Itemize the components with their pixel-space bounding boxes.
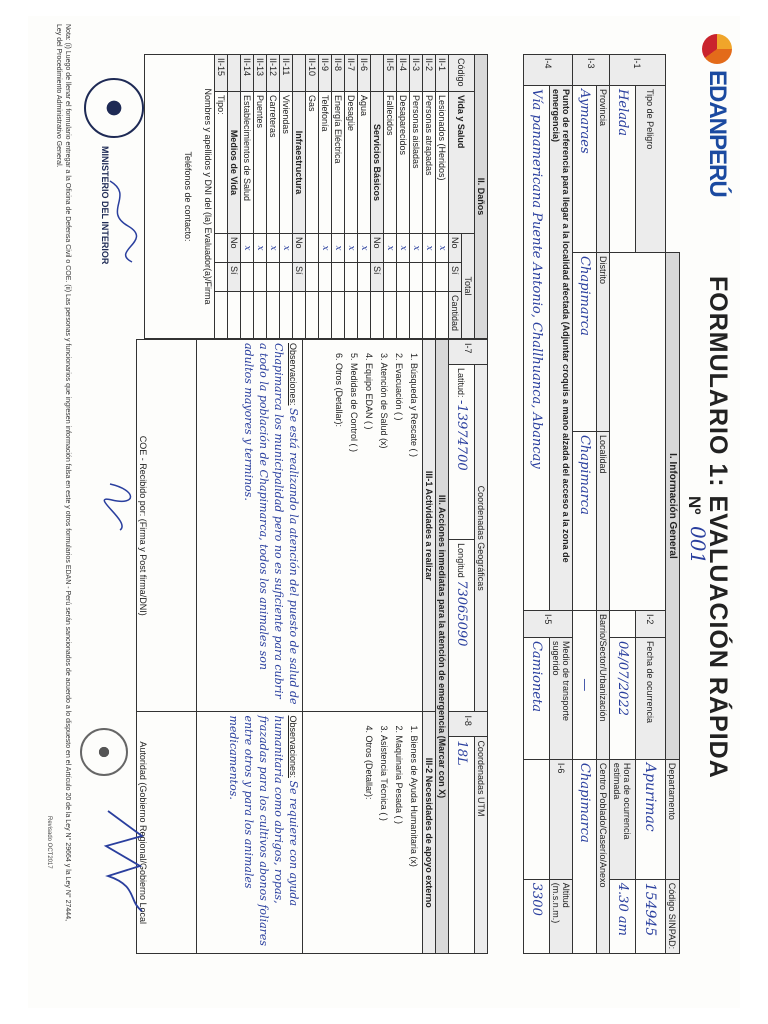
- action-item[interactable]: 1. Búsqueda y Rescate ( ): [409, 353, 419, 458]
- damage-no-mark: x: [423, 234, 436, 263]
- tipo-peligro-value: Helada: [610, 86, 636, 253]
- altitud-label: Altitud (m.s.n.m.): [550, 879, 573, 953]
- damage-row: [410, 55, 423, 339]
- damage-si-cell: [332, 263, 345, 292]
- distrito-label: Distrito: [597, 253, 610, 432]
- coordenadas-code: I-7: [449, 340, 488, 365]
- si-header-2: Sí: [371, 263, 384, 292]
- acciones-title: III. Acciones inmediatas para la atención de emergencia (Marcar con X): [436, 340, 449, 954]
- sinpad-label: Código SINPAD:: [666, 879, 680, 953]
- damage-si-cell: [345, 263, 358, 292]
- localidad-value: Chapimarca: [573, 431, 597, 610]
- damage-no-mark: x: [254, 234, 267, 263]
- damage-row: [267, 55, 280, 339]
- no-header-2: No: [371, 234, 384, 263]
- damage-label: Puentes: [254, 92, 267, 234]
- action-item[interactable]: 2. Maquinaria Pesada ( ): [394, 725, 404, 824]
- damage-cantidad-cell: [215, 292, 228, 339]
- fecha-code: I-2: [636, 610, 666, 637]
- no-header: No: [449, 234, 462, 263]
- actividades-list: [303, 340, 423, 712]
- damage-cantidad-cell: [345, 292, 358, 339]
- action-item[interactable]: 2. Evacuación ( ): [394, 353, 404, 421]
- damage-row: [306, 55, 319, 339]
- ministerio-stamp-text: MINISTERIO DEL INTERIOR: [100, 146, 110, 265]
- damage-row: [241, 55, 254, 339]
- damage-cantidad-cell: [254, 292, 267, 339]
- action-item[interactable]: 4. Equipo EDAN ( ): [364, 353, 374, 430]
- infra-title: Infraestructura: [293, 92, 306, 234]
- provincia-value: Aymaraes: [573, 86, 597, 253]
- punto-ref-value: Vía panamericana Puente Antonio, Challhuanca, Abancay: [524, 86, 550, 611]
- damage-label: Lesionados (Heridos): [436, 92, 449, 234]
- damage-cantidad-cell: [384, 292, 397, 339]
- form-number-value: 001: [686, 526, 710, 565]
- cantidad-header: Cantidad: [449, 292, 462, 339]
- damage-no-mark: [215, 234, 228, 263]
- ministerio-seal: [84, 78, 144, 138]
- damage-label: Gas: [306, 92, 319, 234]
- no-header-3: No: [293, 234, 306, 263]
- vida-header: Vida y Salud: [449, 92, 475, 234]
- utm-code: I-8: [449, 712, 488, 737]
- damage-row: [384, 55, 397, 339]
- damage-code: II-14: [241, 55, 254, 92]
- damage-label: Desaparecidos: [397, 92, 410, 234]
- damage-label: Personas aisladas: [410, 92, 423, 234]
- fecha-value: 04/07/2022: [610, 637, 636, 759]
- damage-no-mark: x: [241, 234, 254, 263]
- tipo-peligro-code: I-1: [610, 55, 666, 86]
- damage-row: [358, 55, 371, 339]
- transporte-code: I-5: [524, 610, 573, 637]
- damage-row: [397, 55, 410, 339]
- action-item[interactable]: 3. Atención de Salud (x): [379, 353, 389, 449]
- damage-cantidad-cell: [241, 292, 254, 339]
- transporte-value: Camioneta: [524, 637, 550, 759]
- necesidades-list: [303, 712, 423, 954]
- damage-cantidad-cell: [410, 292, 423, 339]
- damage-code: II-3: [410, 55, 423, 92]
- damage-si-cell: [384, 263, 397, 292]
- damage-code: II-5: [384, 55, 397, 92]
- coe-signature: [102, 476, 142, 536]
- damage-no-mark: x: [436, 234, 449, 263]
- observaciones-1: Se está realizando la atención del puesto de salud de Chapimarca los municipalidad pero no es suficiente para cubrir a todo la población de Chapimarca, todos los animales son adultos mayores y terminos.: [242, 343, 300, 705]
- damage-label: Personas atrapadas: [423, 92, 436, 234]
- servicios-title: Servicios Básicos: [371, 92, 384, 234]
- damage-code: II-8: [332, 55, 345, 92]
- observaciones-2: Se requiere con ayuda humanitaria como abrigos, ropas, frazadas para los cultivos abonos foliares entre otros y para los animales medicamentos.: [227, 715, 300, 947]
- no-header-4: No: [228, 234, 241, 263]
- departamento-value: Apurimac: [636, 759, 666, 879]
- damage-cantidad-cell: [436, 292, 449, 339]
- autoridad-seal: [80, 728, 128, 776]
- damage-si-cell: [358, 263, 371, 292]
- damage-row: [254, 55, 267, 339]
- centro-poblado-value: Chapimarca: [573, 759, 597, 953]
- utm-label: Coordenadas UTM: [475, 737, 488, 954]
- longitud-value: 73065090: [454, 580, 469, 647]
- damage-no-mark: [306, 234, 319, 263]
- obs-label-1: Observaciones:: [288, 343, 298, 406]
- damage-row: [280, 55, 293, 339]
- form-note: Nota: (i) Luego de llenar el formulario entregar a la Oficina de Defensa Civil o COE. (ii) Las personas y funcionarios que ingresen información falsa en este y otros formularios EDAN - Perú serán sancionados de acuerdo a lo dispuesto en el Artículo 20 de la Ley N° 29664 y la Ley N° 27444, Ley del Procedimiento Administrativo General.: [55, 24, 71, 922]
- damage-label: Tipo:: [215, 92, 228, 234]
- damage-cantidad-cell: [358, 292, 371, 339]
- danos-table: [144, 54, 488, 339]
- danos-title: II. Daños: [475, 55, 488, 339]
- medios-title: Medios de Vida: [228, 92, 241, 234]
- form-header: [678, 16, 740, 1008]
- damage-si-cell: [241, 263, 254, 292]
- info-section-title: I. Información General: [666, 253, 680, 760]
- damage-row: [423, 55, 436, 339]
- tipo-peligro-label: Tipo de Peligro: [636, 86, 666, 253]
- damage-si-cell: [410, 263, 423, 292]
- barrio-value: —: [573, 610, 597, 759]
- damage-si-cell: [423, 263, 436, 292]
- utm-value: 18L: [449, 737, 475, 954]
- damage-si-cell: [254, 263, 267, 292]
- info-general-table: [523, 54, 680, 954]
- coe-label: COE - Recibido por: (Firma y Post firma/DNI): [137, 340, 197, 712]
- damage-code: II-12: [267, 55, 280, 92]
- form-title: FORMULARIO 1: EVALUACIÓN RÁPIDA: [704, 276, 732, 779]
- damage-si-cell: [215, 263, 228, 292]
- action-item[interactable]: 4. Otros (Detallar):: [364, 725, 374, 800]
- damage-label: Telefonía: [319, 92, 332, 234]
- si-header: Sí: [449, 263, 462, 292]
- damage-si-cell: [319, 263, 332, 292]
- damage-code: II-2: [423, 55, 436, 92]
- damage-code: II-6: [358, 55, 371, 92]
- provincia-label: Provincia: [597, 86, 610, 253]
- hora-value: 4.30 am: [610, 879, 636, 953]
- damage-code: II-9: [319, 55, 332, 92]
- damage-cantidad-cell: [306, 292, 319, 339]
- damage-no-mark: x: [358, 234, 371, 263]
- damage-label: Desagüe: [345, 92, 358, 234]
- autoridad-label: Autoridad (Gobierno Regional/Gobierno Local: [137, 712, 197, 954]
- damage-code: II-15: [215, 55, 228, 92]
- damage-label: Carreteras: [267, 92, 280, 234]
- fecha-label: Fecha de ocurrencia: [636, 637, 666, 759]
- damage-row: [332, 55, 345, 339]
- damage-no-mark: x: [410, 234, 423, 263]
- damage-cantidad-cell: [280, 292, 293, 339]
- provincia-code: I-3: [573, 55, 610, 86]
- damage-label: Agua: [358, 92, 371, 234]
- punto-ref-label: Punto de referencia para llegar a la localidad afectada (Adjuntar croquis a mano alzada del acceso a la zona de emergencia): [550, 86, 573, 611]
- damage-no-mark: x: [345, 234, 358, 263]
- damage-row: [345, 55, 358, 339]
- damage-label: Energía Eléctrica: [332, 92, 345, 234]
- longitud-label: Longitud: [456, 543, 466, 578]
- sinpad-value: 154945: [636, 879, 666, 953]
- damage-row: [436, 55, 449, 339]
- transporte-label: Medio de transporte sugerido: [550, 637, 573, 759]
- damage-cantidad-cell: [423, 292, 436, 339]
- punto-ref-code: I-4: [524, 55, 573, 86]
- logo-mark-icon: [702, 34, 732, 64]
- edan-logo: [702, 34, 732, 197]
- damage-code: II-4: [397, 55, 410, 92]
- form-number-label: Nº: [685, 496, 704, 515]
- action-item[interactable]: 3. Asistencia Técnica ( ): [379, 725, 389, 821]
- damage-label: Viviendas: [280, 92, 293, 234]
- damage-cantidad-cell: [332, 292, 345, 339]
- damage-code: II-7: [345, 55, 358, 92]
- departamento-label: Departamento: [666, 759, 680, 879]
- action-item[interactable]: 5. Medidas de Control ( ): [349, 353, 359, 453]
- damage-si-cell: [397, 263, 410, 292]
- damage-si-cell: [267, 263, 280, 292]
- action-item[interactable]: 6. Otros (Detallar):: [334, 353, 344, 428]
- actividades-title: III-1 Actividades a realizar: [423, 340, 436, 712]
- autoridad-signature: [98, 806, 148, 916]
- damage-row: [319, 55, 332, 339]
- damage-no-mark: x: [267, 234, 280, 263]
- damage-code: II-11: [280, 55, 293, 92]
- latitud-value: -13974700: [454, 400, 469, 471]
- centro-poblado-label: Centro Poblado/Caserío/Anexo: [597, 759, 610, 953]
- damage-no-mark: x: [280, 234, 293, 263]
- revisado-label: Revisado OCT2017: [46, 816, 52, 869]
- damage-label: Fallecidos: [384, 92, 397, 234]
- damage-label: Establecimientos de Salud: [241, 92, 254, 234]
- necesidades-title: III-2 Necesidades de apoyo externo: [423, 712, 436, 954]
- logo-text: EDANPERÚ: [704, 70, 731, 197]
- damage-si-cell: [306, 263, 319, 292]
- si-header-4: Sí: [228, 263, 241, 292]
- damage-code: II-10: [306, 55, 319, 92]
- action-item[interactable]: 1. Bienes de Ayuda Humanitaria (x): [409, 725, 419, 867]
- damage-row: [215, 55, 228, 339]
- damage-code: II-1: [436, 55, 449, 92]
- nombres-label: Nombres y apellidos y DNI del (la) Evaluador(a)/Firma: [203, 88, 213, 305]
- form-sheet: [28, 16, 740, 1008]
- damage-no-mark: x: [384, 234, 397, 263]
- coordenadas-label: Coordenadas Geográficas: [475, 365, 488, 712]
- si-header-3: Sí: [293, 263, 306, 292]
- damage-si-cell: [280, 263, 293, 292]
- telefonos-label: Teléfonos de contacto:: [183, 151, 193, 242]
- distrito-value: Chapimarca: [573, 253, 597, 432]
- damage-si-cell: [436, 263, 449, 292]
- hora-label: Hora de ocurrencia estimada: [610, 759, 636, 879]
- damage-no-mark: x: [332, 234, 345, 263]
- acciones-table: [136, 339, 488, 954]
- altitud-code: I-6: [550, 759, 573, 879]
- damage-no-mark: x: [319, 234, 332, 263]
- barrio-label: Barrio/Sector/Urbanización: [597, 610, 610, 759]
- damage-cantidad-cell: [267, 292, 280, 339]
- localidad-label: Localidad: [597, 431, 610, 610]
- total-header: Total: [462, 234, 475, 339]
- damage-cantidad-cell: [397, 292, 410, 339]
- obs-label-2: Observaciones:: [288, 715, 298, 778]
- codigo-header: Código: [449, 55, 475, 92]
- damage-code: II-13: [254, 55, 267, 92]
- latitud-label: Latitud:: [456, 368, 466, 398]
- altitud-value: 3300: [524, 879, 550, 953]
- damage-no-mark: x: [397, 234, 410, 263]
- evaluator-signature: [100, 176, 140, 266]
- damage-cantidad-cell: [319, 292, 332, 339]
